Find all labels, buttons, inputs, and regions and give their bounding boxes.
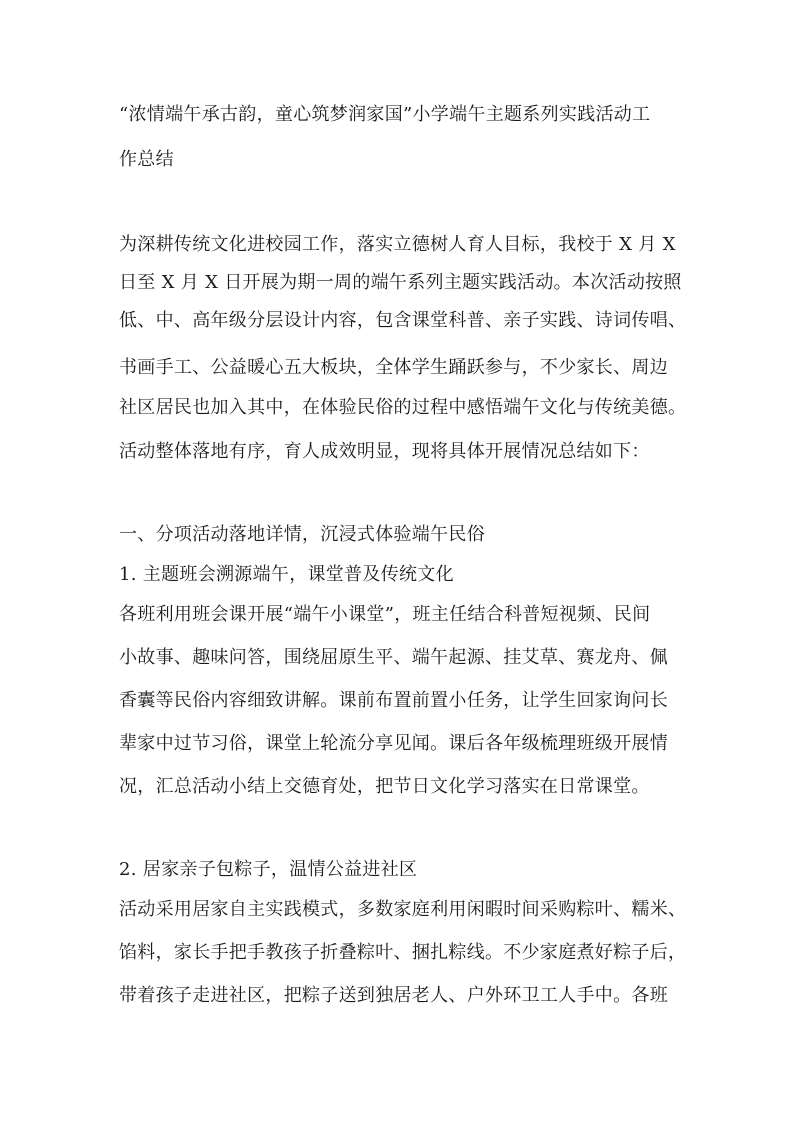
item-2-heading: 2. 居家亲子包粽子，温情公益进社区 [119,859,418,880]
item-1-heading: 1. 主题班会溯源端午，课堂普及传统文化 [119,564,454,585]
intro-line-3: 低、中、高年级分层设计内容，包含课堂科普、亲子实践、诗词传唱、 [119,310,687,331]
item-1-line-4: 辈家中过节习俗，课堂上轮流分享见闻。课后各年级梳理班级开展情 [119,733,668,754]
document-title-line-2: 作总结 [119,149,174,170]
document-title-line-1: “浓情端午承古韵，童心筑梦润家国”小学端午主题系列实践活动工 [119,104,651,125]
item-2-line-1: 活动采用居家自主实践模式，多数家庭利用闲暇时间采购粽叶、糯米、 [119,899,687,920]
item-2-line-3: 带着孩子走进社区，把粽子送到独居老人、户外环卫工人手中。各班 [119,985,668,1006]
intro-line-4: 书画手工、公益暖心五大板块，全体学生踊跃参与，不少家长、周边 [119,357,668,378]
item-1-line-2: 小故事、趣味问答，围绕屈原生平、端午起源、挂艾草、赛龙舟、佩 [119,647,668,668]
item-1-line-5: 况，汇总活动小结上交德育处，把节日文化学习落实在日常课堂。 [119,776,650,797]
intro-line-1: 为深耕传统文化进校园工作，落实立德树人育人目标，我校于 X 月 X [119,234,676,255]
item-1-line-3: 香囊等民俗内容细致讲解。课前布置前置小任务，让学生回家询问长 [119,690,668,711]
intro-line-5: 社区居民也加入其中，在体验民俗的过程中感悟端午文化与传统美德。 [119,397,687,418]
section-1-heading: 一、分项活动落地详情，沉浸式体验端午民俗 [119,524,485,545]
intro-line-2: 日至 X 月 X 日开展为期一周的端午系列主题实践活动。本次活动按照 [119,272,682,293]
intro-line-6: 活动整体落地有序，育人成效明显，现将具体开展情况总结如下： [119,441,650,462]
item-2-line-2: 馅料，家长手把手教孩子折叠粽叶、捆扎粽线。不少家庭煮好粽子后， [119,942,687,963]
item-1-line-1: 各班利用班会课开展“端午小课堂”，班主任结合科普短视频、民间 [119,604,651,625]
